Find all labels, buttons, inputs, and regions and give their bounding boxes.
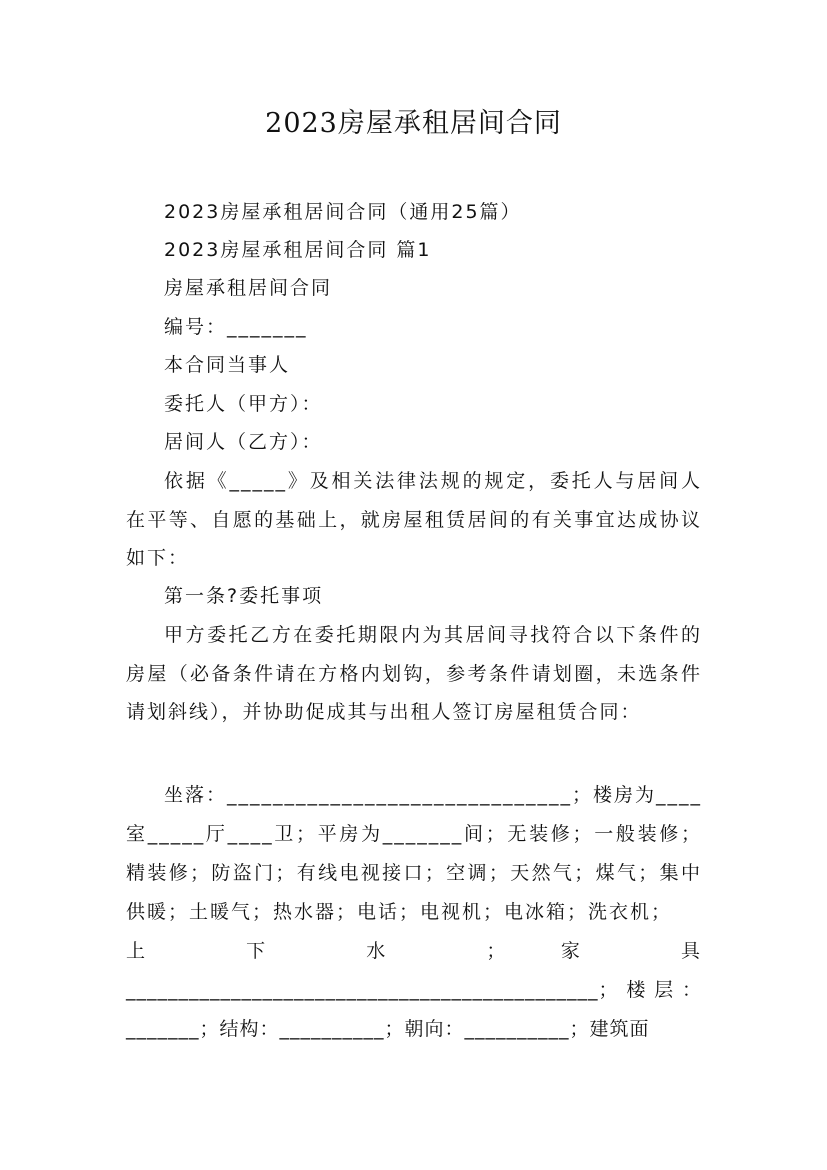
paragraph-parties: 本合同当事人 — [164, 354, 291, 376]
paragraph-entrustment: 甲方委托乙方在委托期限内为其居间寻找符合以下条件的房屋（必备条件请在方格内划钩，参考条件请划圈，未选条件请划斜线），并协助促成其与出租人签订房屋租赁合同： — [126, 624, 702, 723]
paragraph-spread-line: 上 下 水 ； 家 具 — [126, 940, 702, 962]
paragraph-heading: 2023房屋承租居间合同（通用25篇） — [164, 201, 522, 223]
document-title: 2023房屋承租居间合同 — [265, 108, 562, 139]
paragraph-location: 坐落：______________________________；楼房为____室_____厅____卫；平房为_______间；无装修；一般装修；精装修；防盗门；有线电视接口；空调；天然气；煤气；集中供暖；土暖气；热水器；电话；电视机；电冰箱；洗衣机； — [126, 784, 703, 923]
paragraph-number: 编号：_______ — [164, 316, 308, 338]
paragraph-article-1: 第一条?委托事项 — [164, 585, 324, 607]
paragraph-party-a: 委托人（甲方）： — [164, 393, 323, 415]
paragraph-contract-name: 房屋承租居间合同 — [164, 277, 333, 299]
paragraph-basis: 依据《_____》及相关法律法规的规定，委托人与居间人在平等、自愿的基础上，就房屋租赁居间的有关事宜达成协议如下： — [126, 470, 702, 569]
paragraph-section: 2023房屋承租居间合同 篇1 — [164, 239, 432, 261]
paragraph-party-b: 居间人（乙方）： — [164, 431, 323, 453]
paragraph-floor-info: _____________________________________________；楼层：_______；结构：__________；朝向：__________；建筑面 — [126, 979, 702, 1040]
